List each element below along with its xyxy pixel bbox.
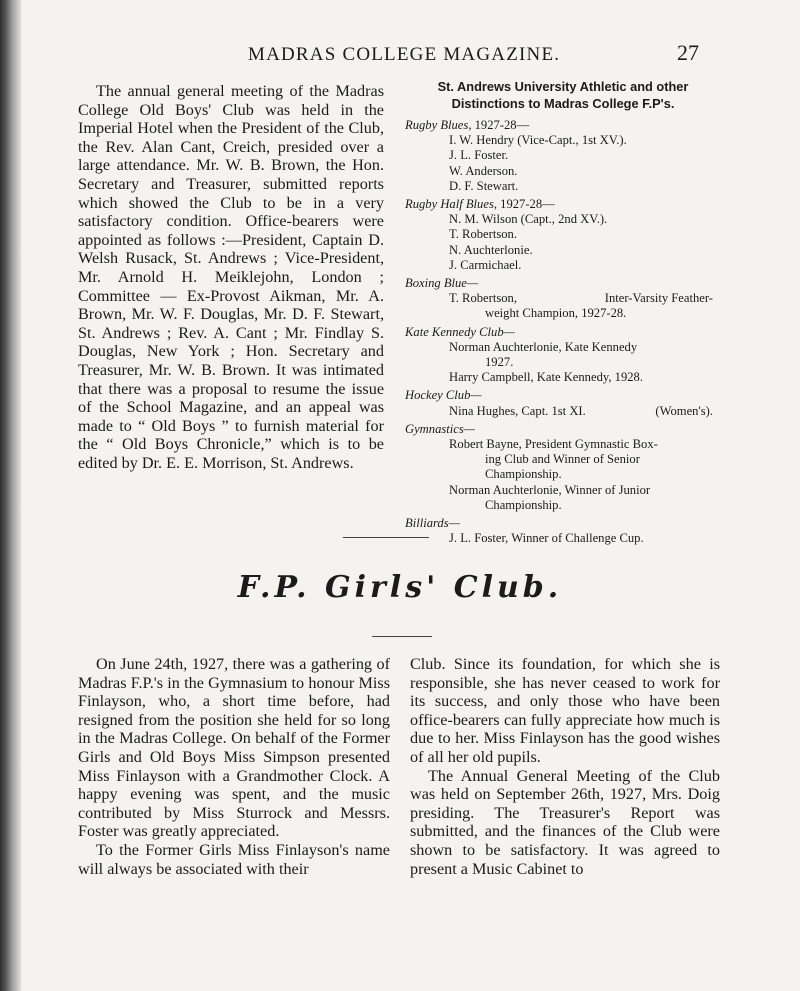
list-item: N. M. Wilson (Capt., 2nd XV.). [449,212,608,227]
old-boys-meeting-report [78,82,384,472]
girls-club-column-left [78,655,390,878]
category-rugby-half-blues [405,197,721,212]
distinctions-list [405,78,721,546]
meeting-paragraph: The annual general meeting of the Madras College Old Boys' Club was held in the Imperial Hotel when the President of the Club, the Rev. Alan Cant, Creich, presided over a large attendance. Mr. W. B. Brown, the Hon. Secretary and Treasurer, submitted reports which showed the Club to be in a very satisfactory condition. Office-bearers were appointed as follows :—President, Captain D. Welsh Rusack, St. Andrews ; Vice-President, Mr. Arnold H. Meiklejohn, London ; Committee — Ex-Provost Aikman, Mr. A. Brown, Mr. W. F. Douglas, Mr. D. F. Stewart, St. Andrews ; Rev. A. Cant ; Mr. Findlay S. Douglas, New York ; Hon. Secretary and Treasurer, Mr. W. B. Brown. It was intimated that there was a proposal to resume the issue of the School Magazine, and an appeal was made to “ Old Boys ” to furnish material for the “ Old Boys Chronicle,” which is to be edited by Dr. E. E. Morrison, St. Andrews. [78,82,384,472]
list-item: W. Anderson. [449,163,518,178]
entry-part: T. Robertson, [449,291,517,306]
category-year: , 1927-28— [493,197,555,212]
category-year: , 1927-28— [468,118,530,132]
list-item: N. Auchterlonie. [449,242,533,257]
list-item-continuation: Championship. [485,497,562,512]
list-item-continuation: 1927. [485,355,514,370]
category-boxing: Boxing Blue— [405,276,479,291]
running-title: MADRAS COLLEGE MAGAZINE. [248,44,561,65]
body-paragraph: The Annual General Meeting of the Club was held on September 26th, 1927, Mrs. Doig presiding. The Treasurer's Report was submitted, and the finances of the Club were shown to be satisfactory. It was agreed to present a Music Cabinet to [410,766,720,878]
girls-club-column-right [410,655,720,878]
section-title: F.P. Girls' Club. [237,570,563,605]
divider-rule [372,636,432,637]
list-item: I. W. Hendry (Vice-Capt., 1st XV.). [449,133,627,148]
category-gymnastics: Gymnastics— [405,421,475,436]
list-item: Norman Auchterlonie, Kate Kennedy [449,339,638,354]
list-item [405,404,721,419]
category-label: Rugby Blues [405,118,469,132]
divider-rule [343,537,429,538]
list-item: Robert Bayne, President Gymnastic Box- [449,437,658,452]
entry-part: Nina Hughes, Capt. 1st XI. [449,403,586,418]
list-item-continuation: ing Club and Winner of Senior [485,452,640,467]
list-item [405,291,721,306]
distinctions-heading-line1: St. Andrews University Athletic and other [437,79,689,94]
distinctions-heading-line2: Distinctions to Madras College F.P's. [451,96,675,111]
list-item: T. Robertson. [449,227,517,242]
body-paragraph: On June 24th, 1927, there was a gathering of Madras F.P.'s in the Gymnasium to honour Miss Finlayson, who, a short time before, had resigned from the position she held for so long in the Madras College. On behalf of the Former Girls and Old Boys Miss Simpson presented Miss Finlayson with a Grandmother Clock. A happy evening was spent, and the music contributed by Miss Sturrock and Messrs. Foster was greatly appreciated. [78,655,390,841]
distinctions-heading [405,78,721,112]
list-item-continuation: weight Champion, 1927-28. [485,306,627,321]
category-billiards: Billiards— [405,516,460,531]
body-paragraph: Club. Since its foundation, for which she is responsible, she has never ceased to work for its success, and only those who have been office-bearers can fully appreciate how much is due to her. Miss Finlayson has the good wishes of all her old pupils. [410,655,720,766]
list-item: D. F. Stewart. [449,178,519,193]
list-item: J. L. Foster, Winner of Challenge Cup. [449,531,644,546]
list-item-continuation: Championship. [485,467,562,482]
list-item: J. Carmichael. [449,257,522,272]
list-item: Norman Auchterlonie, Winner of Junior [449,482,651,497]
entry-part: (Women's). [655,403,713,418]
list-item: J. L. Foster. [449,148,509,163]
page-number: 27 [677,40,699,65]
list-item: Harry Campbell, Kate Kennedy, 1928. [449,370,643,385]
category-label: Rugby Half Blues [405,197,494,212]
category-hockey: Hockey Club— [405,388,482,403]
category-kate-kennedy: Kate Kennedy Club— [405,324,515,339]
category-rugby-blues [405,118,721,133]
entry-part: Inter-Varsity Feather- [604,291,713,306]
book-spine-shadow [0,0,22,991]
page-header [0,40,800,68]
body-paragraph: To the Former Girls Miss Finlayson's name will always be associated with their [78,840,390,878]
